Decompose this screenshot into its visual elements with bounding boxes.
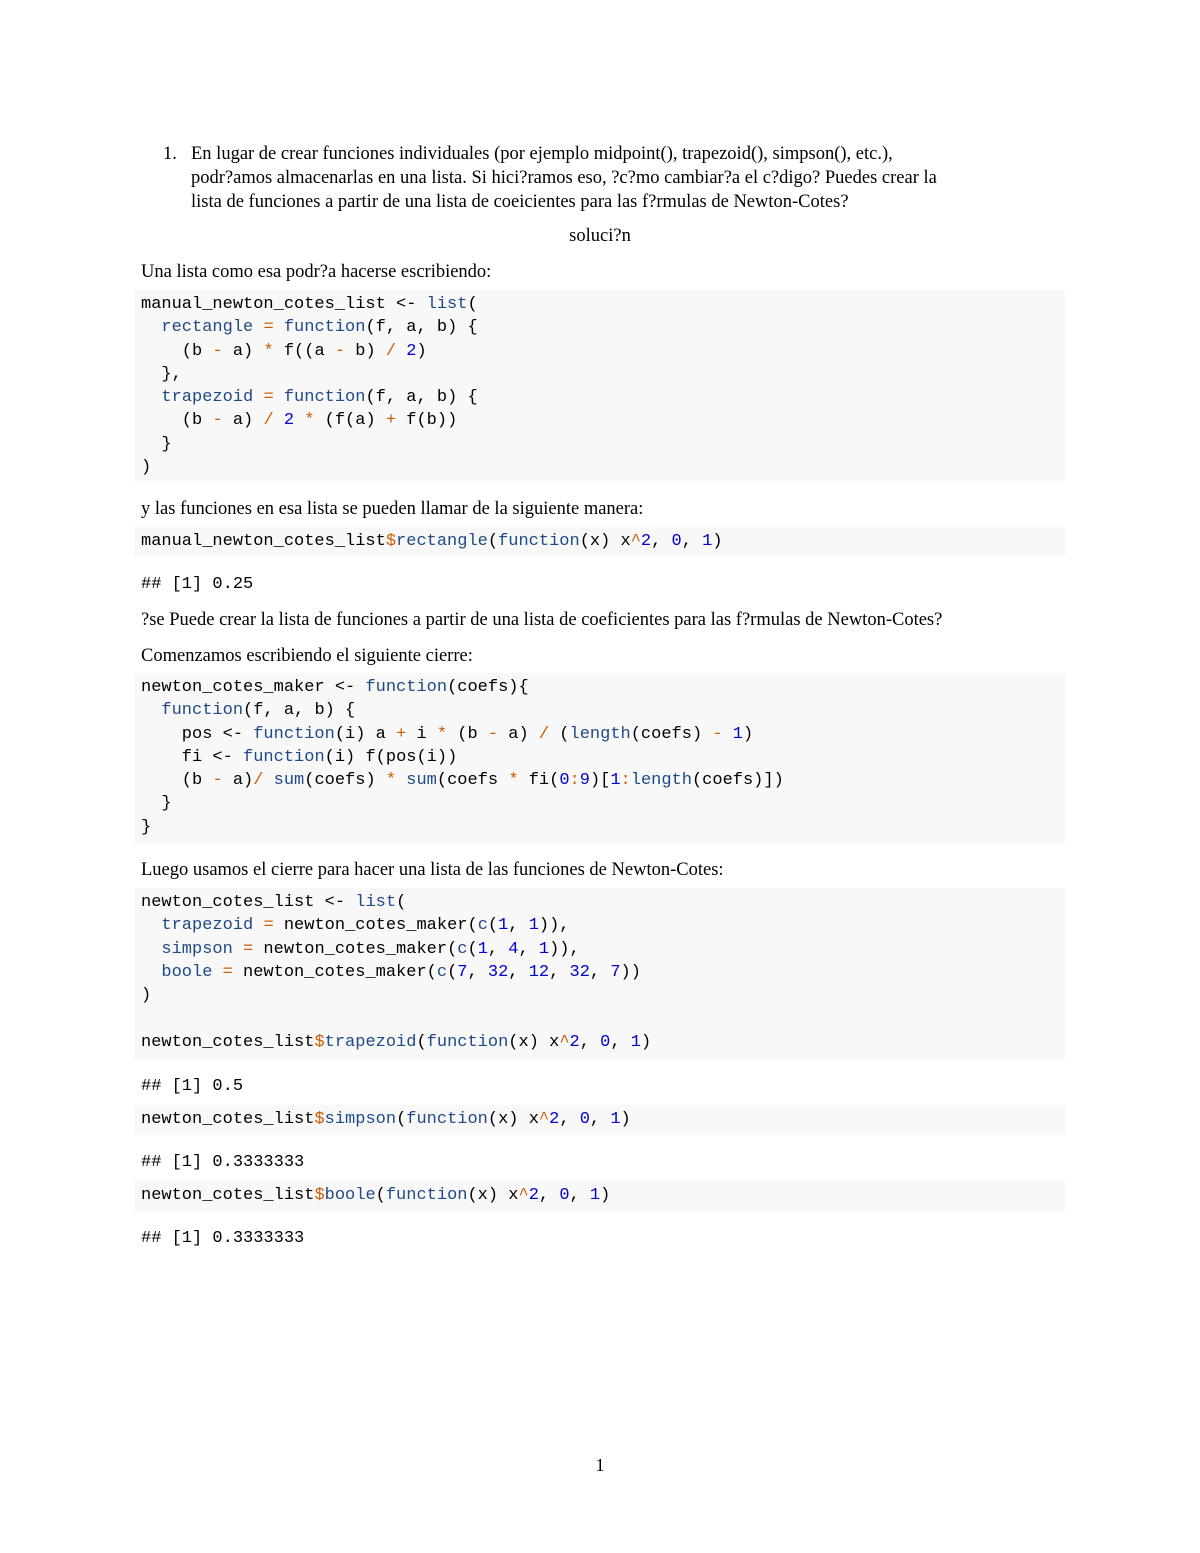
code-text: newton_cotes_list$simpson(function(x) x^2, 0, 1) bbox=[141, 1110, 631, 1129]
code-text: trapezoid = function(f, a, b) { bbox=[161, 388, 478, 408]
code-text: ) bbox=[141, 986, 152, 1006]
code-text: }, bbox=[141, 364, 182, 384]
code-block-newton-cotes-maker bbox=[134, 673, 1065, 843]
code-text: newton_cotes_list$boole(function(x) x^2, 0, 1) bbox=[141, 1186, 611, 1205]
code-text: trapezoid = newton_cotes_maker(c(1, 1)), bbox=[161, 916, 570, 936]
code-block-manual-list bbox=[134, 290, 1065, 481]
code-line bbox=[141, 984, 1065, 1007]
code-line bbox=[141, 530, 1065, 553]
code-text: } bbox=[141, 817, 152, 837]
paragraph-question-coefficients: ?se Puede crear la lista de funciones a partir de una lista de coeficientes para las f?rmulas de Newton-Cotes? bbox=[141, 610, 943, 630]
code-line bbox=[141, 1184, 1065, 1207]
code-text: ) bbox=[141, 458, 152, 478]
question-line-3: lista de funciones a partir de una lista de coeicientes para las f?rmulas de Newton-Cotes? bbox=[191, 192, 849, 212]
code-text: pos <- function(i) a + i * (b - a) / (length(coefs) - 1) bbox=[141, 724, 754, 744]
code-text: newton_cotes_maker <- function(coefs){ bbox=[141, 678, 529, 697]
solution-heading: soluci?n bbox=[569, 226, 631, 246]
code-line bbox=[141, 386, 1065, 409]
code-line bbox=[141, 891, 1065, 914]
code-text: (b - a) * f((a - b) / 2) bbox=[141, 341, 427, 361]
code-line bbox=[141, 363, 1065, 386]
code-line bbox=[141, 914, 1065, 937]
code-text: newton_cotes_list$trapezoid(function(x) x^2, 0, 1) bbox=[141, 1032, 652, 1052]
code-text: boole = newton_cotes_maker(c(7, 32, 12, 32, 7)) bbox=[161, 962, 641, 982]
code-text: (b - a)/ sum(coefs) * sum(coefs * fi(0:9)[1:length(coefs)]) bbox=[141, 771, 784, 791]
code-line bbox=[141, 316, 1065, 339]
code-line bbox=[141, 676, 1065, 699]
code-text: manual_newton_cotes_list <- list( bbox=[141, 295, 478, 314]
code-line bbox=[141, 746, 1065, 769]
code-text: (b - a) / 2 * (f(a) + f(b)) bbox=[141, 411, 458, 431]
paragraph-call-functions: y las funciones en esa lista se pueden llamar de la siguiente manera: bbox=[141, 499, 644, 519]
code-line bbox=[141, 699, 1065, 722]
question-line-1: En lugar de crear funciones individuales (por ejemplo midpoint(), trapezoid(), simpson(), etc.), bbox=[191, 144, 893, 164]
code-line bbox=[141, 293, 1065, 316]
code-line bbox=[141, 1007, 1065, 1030]
code-text: fi <- function(i) f(pos(i)) bbox=[141, 747, 458, 767]
code-line bbox=[141, 433, 1065, 456]
list-number: 1. bbox=[163, 144, 177, 164]
code-line bbox=[141, 456, 1065, 479]
code-output: ## [1] 0.5 bbox=[141, 1077, 244, 1096]
code-text: simpson = newton_cotes_maker(c(1, 4, 1)), bbox=[161, 939, 580, 959]
code-line bbox=[141, 938, 1065, 961]
code-line bbox=[141, 340, 1065, 363]
code-block-call-boole bbox=[134, 1181, 1065, 1211]
code-block-call-rectangle bbox=[134, 527, 1065, 557]
code-block-call-simpson bbox=[134, 1105, 1065, 1135]
code-line bbox=[141, 1031, 1065, 1054]
code-line bbox=[141, 792, 1065, 815]
code-text: } bbox=[141, 794, 172, 814]
paragraph-closure-intro: Comenzamos escribiendo el siguiente cierre: bbox=[141, 646, 473, 666]
code-text: } bbox=[141, 434, 172, 454]
code-line bbox=[141, 1108, 1065, 1131]
code-line bbox=[141, 816, 1065, 839]
code-line bbox=[141, 769, 1065, 792]
code-block-newton-cotes-list bbox=[134, 888, 1065, 1060]
question-line-2: podr?amos almacenarlas en una lista. Si hici?ramos eso, ?c?mo cambiar?a el c?digo? Puedes crear la bbox=[191, 168, 937, 188]
code-output: ## [1] 0.25 bbox=[141, 575, 254, 594]
code-text: manual_newton_cotes_list$rectangle(function(x) x^2, 0, 1) bbox=[141, 532, 723, 551]
code-line bbox=[141, 961, 1065, 984]
code-text: function(f, a, b) { bbox=[161, 701, 356, 721]
code-output: ## [1] 0.3333333 bbox=[141, 1153, 305, 1172]
paragraph-intro: Una lista como esa podr?a hacerse escribiendo: bbox=[141, 262, 492, 282]
paragraph-make-list: Luego usamos el cierre para hacer una lista de las funciones de Newton-Cotes: bbox=[141, 860, 724, 880]
page-number: 1 bbox=[595, 1455, 605, 1475]
code-text: newton_cotes_list <- list( bbox=[141, 893, 407, 912]
code-line bbox=[141, 409, 1065, 432]
code-line bbox=[141, 723, 1065, 746]
code-output: ## [1] 0.3333333 bbox=[141, 1229, 305, 1248]
code-text: rectangle = function(f, a, b) { bbox=[161, 318, 478, 338]
